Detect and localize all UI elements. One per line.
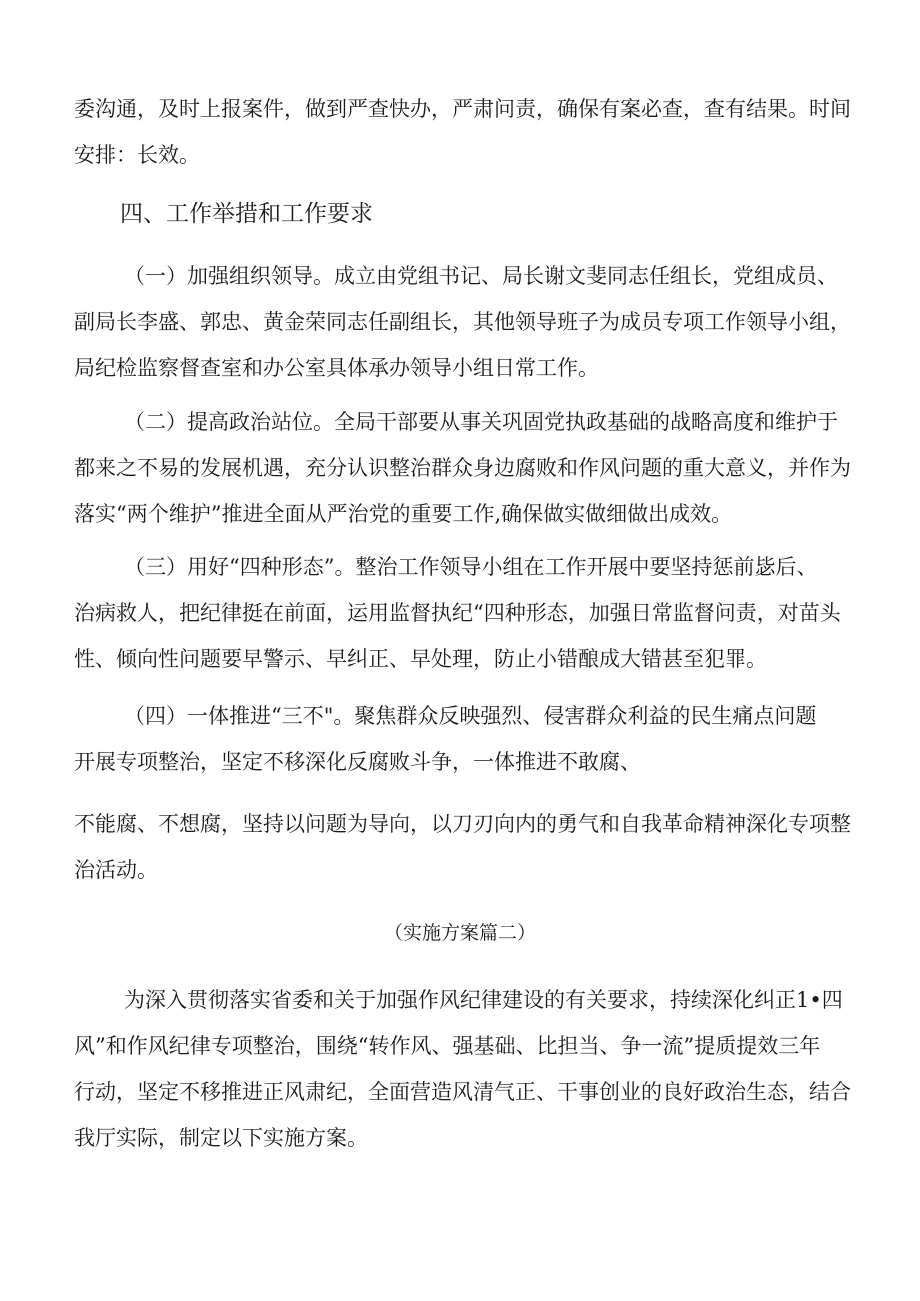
section-heading: 四、工作举措和工作要求 xyxy=(120,201,373,227)
measure-3-line-3: 性、倾向性问题要早警示、早纠正、早处理，防止小错酿成大错甚至犯罪。 xyxy=(74,647,767,671)
measure-3-line-2: 治病救人，把纪律挺在前面，运用监督执纪“四种形态，加强日常监督问责，对苗头 xyxy=(74,601,841,625)
measure-2-line-2: 都来之不易的发展机遇，充分认识整治群众身边腐败和作风问题的重大意义，并作为 xyxy=(74,456,851,480)
measure-1-line-2: 副局长李盛、郭忠、黄金荣同志任副组长，其他领导班子为成员专项工作领导小组， xyxy=(74,310,851,334)
plan-intro-line-4: 我厅实际，制定以下实施方案。 xyxy=(74,1126,368,1150)
measure-2-line-3: 落实“两个维护”推进全面从严治党的重要工作,确保做实做细做出成效。 xyxy=(74,502,733,526)
measure-4-line-2: 开展专项整治，坚定不移深化反腐败斗争，一体推进不敢腐、 xyxy=(74,750,641,774)
measure-4-line-3: 不能腐、不想腐，坚持以问题为导向，以刀刃向内的勇气和自我革命精神深化专项整 xyxy=(74,812,851,836)
measure-paragraph-1 xyxy=(74,253,874,391)
section-subtitle: （实施方案篇二） xyxy=(383,922,536,944)
measure-2-line-1: （二）提高政治站位。全局干部要从事关巩固党执政基础的战略高度和维护于 xyxy=(124,410,838,434)
plan-intro-paragraph xyxy=(74,977,874,1161)
measure-1-line-1: （一）加强组织领导。成立由党组书记、局长谢文斐同志任组长，党组成员、 xyxy=(124,264,838,288)
measure-paragraph-4a xyxy=(74,693,874,785)
intro-line-2: 安排：长效。 xyxy=(74,143,200,167)
measure-3-line-1: （三）用好“四种形态”。整治工作领导小组在工作开展中要坚持惩前毖后、 xyxy=(124,555,818,579)
measure-4-line-1: （四）一体推进“三不"。聚焦群众反映强烈、侵害群众利益的民生痛点问题 xyxy=(124,704,817,728)
measure-4-line-4: 治活动。 xyxy=(74,858,158,882)
intro-line-1: 委沟通，及时上报案件，做到严查快办，严肃问责，确保有案必查，查有结果。时间 xyxy=(74,97,851,121)
intro-paragraph xyxy=(74,86,874,178)
measure-paragraph-4b xyxy=(74,801,874,893)
measure-paragraph-2 xyxy=(74,399,874,537)
plan-intro-line-1: 为深入贯彻落实省委和关于加强作风纪律建设的有关要求，持续深化纠正1•四 xyxy=(124,988,843,1012)
measure-paragraph-3 xyxy=(74,544,874,682)
plan-intro-line-2: 风”和作风纪律专项整治，围绕“转作风、强基础、比担当、争一流”提质提效三年 xyxy=(74,1034,821,1058)
plan-intro-line-3: 行动，坚定不移推进正风肃纪，全面营造风清气正、干事创业的良好政治生态，结合 xyxy=(74,1080,851,1104)
measure-1-line-3: 局纪检监察督查室和办公室具体承办领导小组日常工作。 xyxy=(74,356,599,380)
